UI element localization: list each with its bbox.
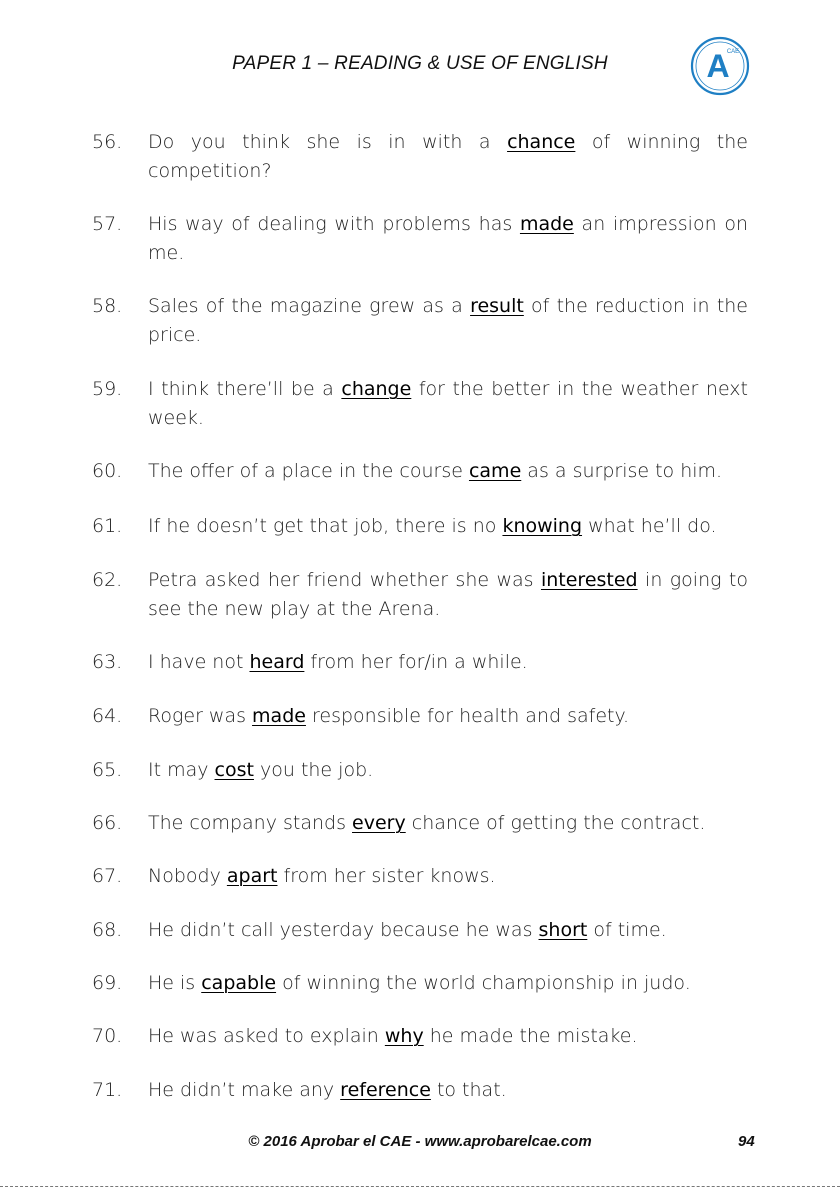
item-keyword: capable xyxy=(201,972,277,994)
item-number: 58. xyxy=(92,295,123,317)
item-number: 71. xyxy=(92,1079,123,1101)
item-text: The company stands every chance of getting the contract. xyxy=(148,812,706,834)
bottom-divider xyxy=(0,1186,840,1187)
cae-logo xyxy=(690,36,750,96)
page-header-title: PAPER 1 – READING & USE OF ENGLISH xyxy=(232,53,608,74)
item-text: Nobody apart from her sister knows. xyxy=(148,865,496,887)
item-text: I have not heard from her for/in a while. xyxy=(148,651,528,673)
item-number: 60. xyxy=(92,460,123,482)
answer-item xyxy=(92,128,748,186)
item-number: 67. xyxy=(92,865,123,887)
answer-item xyxy=(92,648,748,677)
svg-text:A: A xyxy=(706,48,730,84)
svg-text:CAE: CAE xyxy=(726,49,740,55)
answer-item xyxy=(92,375,748,433)
item-text: His way of dealing with problems has made an impression on me. xyxy=(148,213,748,264)
item-keyword: interested xyxy=(540,569,638,591)
item-keyword: every xyxy=(352,812,406,834)
item-keyword: made xyxy=(252,705,306,727)
item-number: 66. xyxy=(92,812,123,834)
item-text: Sales of the magazine grew as a result of the reduction in the price. xyxy=(148,295,748,346)
item-text: He is capable of winning the world championship in judo. xyxy=(148,972,691,994)
item-number: 57. xyxy=(92,213,123,235)
item-text: He didn’t call yesterday because he was short of time. xyxy=(148,919,667,941)
item-number: 64. xyxy=(92,705,123,727)
item-keyword: made xyxy=(519,213,574,235)
item-number: 61. xyxy=(92,515,123,537)
answer-item xyxy=(92,566,748,624)
item-keyword: change xyxy=(341,378,412,400)
answer-item xyxy=(92,916,748,945)
page-number: 94 xyxy=(738,1133,755,1150)
item-text: He was asked to explain why he made the mistake. xyxy=(148,1025,638,1047)
item-number: 69. xyxy=(92,972,123,994)
item-keyword: reference xyxy=(340,1079,431,1101)
answer-item xyxy=(92,809,748,838)
item-number: 68. xyxy=(92,919,123,941)
answer-item xyxy=(92,1022,748,1051)
item-text: Do you think she is in with a chance of winning the competition? xyxy=(148,131,748,182)
answer-item xyxy=(92,862,748,891)
item-number: 59. xyxy=(92,378,123,400)
item-number: 63. xyxy=(92,651,123,673)
item-text: If he doesn’t get that job, there is no knowing what he’ll do. xyxy=(148,515,717,537)
answer-item xyxy=(92,1076,748,1105)
item-keyword: came xyxy=(468,460,522,482)
item-keyword: heard xyxy=(249,651,305,673)
item-keyword: knowing xyxy=(502,515,583,537)
item-keyword: apart xyxy=(226,865,278,887)
item-text: Roger was made responsible for health and safety. xyxy=(148,705,630,727)
item-number: 70. xyxy=(92,1025,123,1047)
item-keyword: chance xyxy=(507,131,576,153)
answer-item xyxy=(92,969,748,998)
item-keyword: short xyxy=(538,919,588,941)
answer-item xyxy=(92,292,748,350)
item-keyword: result xyxy=(470,295,524,317)
item-text: The offer of a place in the course came as a surprise to him. xyxy=(148,460,723,482)
answer-item xyxy=(92,702,748,731)
answer-item xyxy=(92,210,748,268)
item-text: It may cost you the job. xyxy=(148,759,374,781)
footer-copyright: © 2016 Aprobar el CAE - www.aprobarelcae.com xyxy=(248,1133,592,1150)
answer-item xyxy=(92,756,748,785)
item-number: 56. xyxy=(92,131,123,153)
item-keyword: why xyxy=(384,1025,424,1047)
item-text: I think there’ll be a change for the better in the weather next week. xyxy=(148,378,748,429)
item-number: 65. xyxy=(92,759,123,781)
answer-item xyxy=(92,512,748,541)
item-number: 62. xyxy=(92,569,123,591)
answer-item xyxy=(92,457,748,486)
item-text: He didn’t make any reference to that. xyxy=(148,1079,507,1101)
item-keyword: cost xyxy=(214,759,254,781)
item-text: Petra asked her friend whether she was interested in going to see the new play at the Arena. xyxy=(148,569,749,620)
